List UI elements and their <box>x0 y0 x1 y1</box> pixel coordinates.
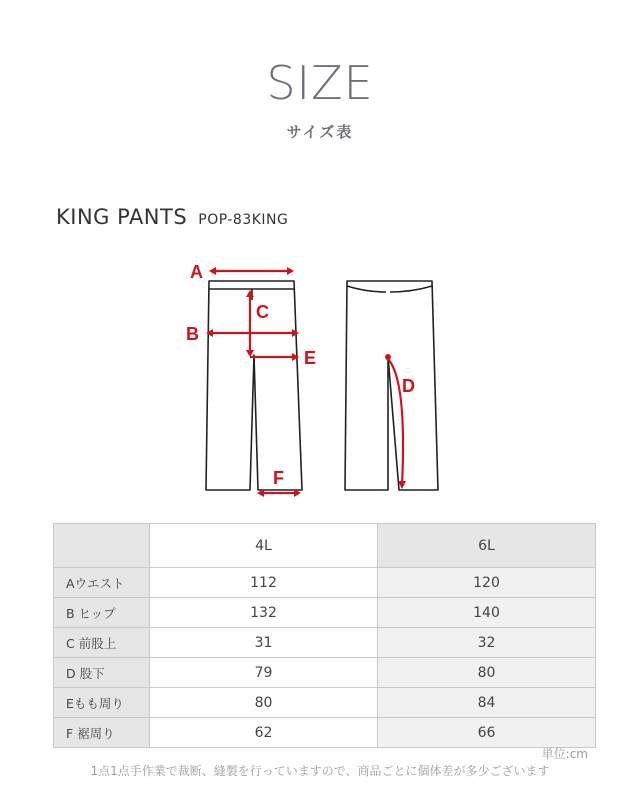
row-label-waist: Aウエスト <box>54 568 150 598</box>
label-a: A <box>190 262 203 282</box>
unit-label: 単位:cm <box>541 747 588 761</box>
table-header-row <box>54 524 596 568</box>
cell-value: 112 <box>150 568 378 598</box>
cell-value: 62 <box>150 718 378 748</box>
cell-value: 66 <box>378 718 596 748</box>
cell-value: 32 <box>378 628 596 658</box>
product-name: KING PANTS <box>56 205 188 229</box>
row-label-hem: F 裾周り <box>54 718 150 748</box>
front-pants-outline <box>206 281 302 490</box>
back-pants-outline <box>345 281 438 490</box>
cell-value: 80 <box>150 688 378 718</box>
label-b: B <box>186 324 199 344</box>
column-header-6l: 6L <box>378 524 596 568</box>
product-code: POP-83KING <box>198 212 289 228</box>
cell-value: 79 <box>150 658 378 688</box>
cell-value: 132 <box>150 598 378 628</box>
product-heading <box>56 205 288 229</box>
arrow-a-right <box>287 267 294 275</box>
cell-value: 80 <box>378 658 596 688</box>
label-e: E <box>304 348 317 368</box>
table-corner-cell <box>54 524 150 568</box>
row-label-front-rise: C 前股上 <box>54 628 150 658</box>
cell-value: 84 <box>378 688 596 718</box>
cell-value: 140 <box>378 598 596 628</box>
size-table <box>53 523 596 748</box>
back-pants-body <box>345 281 438 490</box>
table-row <box>54 658 596 688</box>
size-subtitle: サイズ表 <box>286 123 354 141</box>
row-label-thigh: Eもも周り <box>54 688 150 718</box>
row-label-hip: B ヒップ <box>54 598 150 628</box>
table-row <box>54 598 596 628</box>
table-row <box>54 628 596 658</box>
measure-dot-d <box>385 354 391 360</box>
disclaimer-note: 1点1点手作業で裁断、縫製を行っていますので、商品ごとに個体差が多少ございます <box>90 764 550 778</box>
pants-diagram <box>0 255 640 505</box>
table-row <box>54 718 596 748</box>
row-label-inseam: D 股下 <box>54 658 150 688</box>
table-row <box>54 688 596 718</box>
table-row <box>54 568 596 598</box>
label-c: C <box>256 302 269 322</box>
label-d: D <box>402 376 415 396</box>
label-f: F <box>273 468 284 488</box>
cell-value: 31 <box>150 628 378 658</box>
size-title: SIZE <box>266 56 374 110</box>
arrow-a-left <box>209 267 216 275</box>
cell-value: 120 <box>378 568 596 598</box>
column-header-4l: 4L <box>150 524 378 568</box>
front-pants-body <box>206 281 302 490</box>
